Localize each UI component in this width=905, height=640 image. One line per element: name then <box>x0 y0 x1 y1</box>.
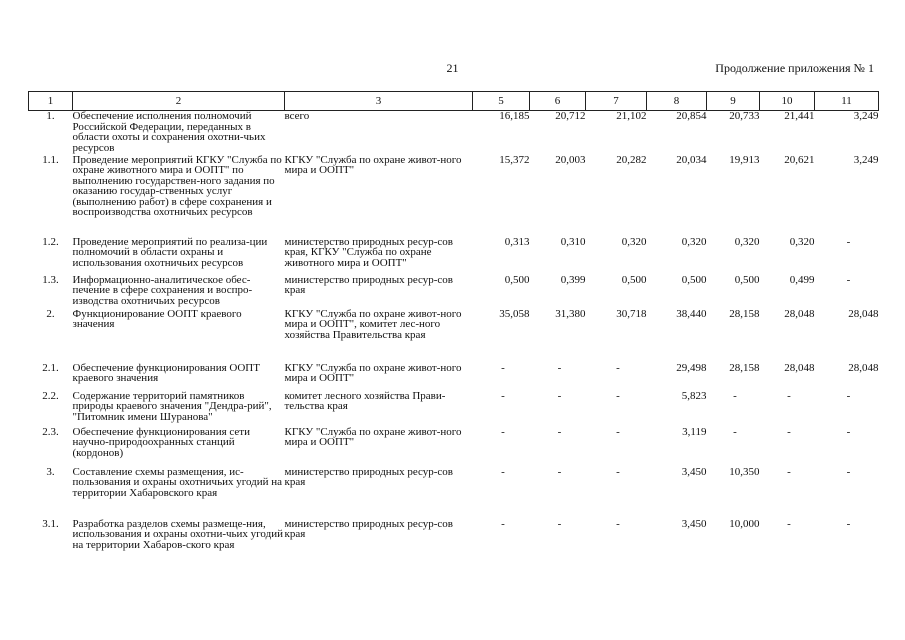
activity-name: Содержание территорий памятников природы краевого значения "Дендра-рий", "Питомник имени Шуранова" <box>72 389 272 423</box>
value-cell: 0,320 <box>681 235 707 248</box>
value-cell: 28,158 <box>729 307 760 320</box>
executor: комитет лесного хозяйства Прави-тельства края <box>284 389 446 412</box>
value-cell: - <box>787 425 791 438</box>
value-cell: - <box>787 389 791 402</box>
continuation-label: Продолжение приложения № 1 <box>715 61 874 75</box>
value-cell: 15,372 <box>499 153 530 166</box>
value-cell: 28,048 <box>848 361 879 374</box>
table-row <box>29 427 879 467</box>
value-cell: 0,399 <box>560 273 586 286</box>
value-cell: - <box>616 361 620 374</box>
value-cell: 19,913 <box>729 153 760 166</box>
value-cell: - <box>501 517 505 530</box>
value-cell: 10,000 <box>729 517 760 530</box>
value-cell: 20,282 <box>616 153 647 166</box>
col-header: 5 <box>473 92 530 111</box>
row-number: 2.1. <box>42 361 59 374</box>
budget-table <box>28 91 879 565</box>
value-cell: - <box>501 361 505 374</box>
value-cell: - <box>501 425 505 438</box>
value-cell: 3,119 <box>682 425 707 438</box>
activity-name: Обеспечение функционирования сети научно-природоохранных станций (кордонов) <box>72 425 250 459</box>
executor: КГКУ "Служба по охране живот-ного мира и ООПТ" <box>284 361 462 384</box>
table-row <box>29 275 879 309</box>
row-number: 2.3. <box>42 425 59 438</box>
col-header: 9 <box>707 92 760 111</box>
header-row <box>29 92 879 111</box>
value-cell: 20,003 <box>555 153 586 166</box>
value-cell: 0,500 <box>504 273 530 286</box>
row-number: 1.3. <box>42 273 59 286</box>
value-cell: - <box>846 425 851 438</box>
table-row <box>29 363 879 391</box>
executor: министерство природных ресур-сов края, КГКУ "Служба по охране животного мира и ООПТ" <box>284 235 453 269</box>
value-cell: 0,320 <box>734 235 760 248</box>
col-header: 6 <box>530 92 586 111</box>
value-cell: 28,048 <box>784 361 815 374</box>
value-cell: - <box>733 425 737 438</box>
activity-name: Проведение мероприятий по реализа-ции полномочий в области охраны и использования охотничьих ресурсов <box>72 235 268 269</box>
value-cell: 0,500 <box>734 273 760 286</box>
value-cell: 0,313 <box>504 235 530 248</box>
value-cell: 0,499 <box>789 273 815 286</box>
value-cell: - <box>616 425 620 438</box>
executor: КГКУ "Служба по охране живот-ного мира и ООПТ" <box>284 425 462 448</box>
col-header: 10 <box>760 92 815 111</box>
activity-name: Составление схемы размещения, ис-пользования и охраны охотничьих угодий на территории Хабаровского края <box>72 465 283 499</box>
col-header: 3 <box>285 92 473 111</box>
col-header: 2 <box>73 92 285 111</box>
value-cell: 20,621 <box>784 153 815 166</box>
value-cell: 35,058 <box>499 307 530 320</box>
row-number: 1.2. <box>42 235 59 248</box>
value-cell: 28,048 <box>848 307 879 320</box>
executor: министерство природных ресур-сов края <box>284 465 453 488</box>
value-cell: - <box>846 235 851 248</box>
activity-name: Обеспечение исполнения полномочий Российской Федерации, переданных в области охоты и сохранения охотни-чьих ресурсов <box>72 110 266 154</box>
value-cell: 0,500 <box>681 273 707 286</box>
row-number: 2. <box>46 307 55 320</box>
col-header: 1 <box>29 92 73 111</box>
table-row <box>29 111 879 155</box>
executor: министерство природных ресур-сов края <box>284 517 453 540</box>
value-cell: - <box>557 389 562 402</box>
table-row <box>29 391 879 427</box>
value-cell: - <box>557 361 562 374</box>
value-cell: - <box>616 389 620 402</box>
value-cell: - <box>501 389 505 402</box>
executor: всего <box>284 110 310 122</box>
value-cell: 5,823 <box>681 389 707 402</box>
value-cell: 38,440 <box>676 307 707 320</box>
activity-name: Информационно-аналитическое обес-печение в сфере сохранения и воспро-изводства охотничьих ресурсов <box>72 273 253 307</box>
col-header: 11 <box>815 92 879 111</box>
value-cell: 31,380 <box>555 307 586 320</box>
value-cell: 20,712 <box>555 110 586 122</box>
value-cell: 20,854 <box>676 110 707 122</box>
executor: министерство природных ресур-сов края <box>284 273 453 296</box>
value-cell: - <box>846 465 851 478</box>
row-number: 1. <box>46 110 55 122</box>
value-cell: 30,718 <box>616 307 647 320</box>
value-cell: 0,320 <box>621 235 647 248</box>
value-cell: - <box>846 273 851 286</box>
table-row <box>29 467 879 519</box>
row-number: 3. <box>46 465 55 478</box>
page-number: 21 <box>446 61 459 75</box>
table-body <box>29 111 879 565</box>
value-cell: 28,048 <box>784 307 815 320</box>
value-cell: - <box>787 517 791 530</box>
value-cell: 3,450 <box>681 465 707 478</box>
col-header: 8 <box>647 92 707 111</box>
value-cell: 29,498 <box>676 361 707 374</box>
executor: КГКУ "Служба по охране живот-ного мира и ООПТ" <box>284 153 462 176</box>
activity-name: Проведение мероприятий КГКУ "Служба по охране животного мира и ООПТ" по выполнению государствен-ного задания по оказанию государ-ственных услуг (выполнению работ) в сфере сохранения и воспроизводства охотничьих ресурсов <box>72 153 282 218</box>
value-cell: 0,500 <box>621 273 647 286</box>
value-cell: 28,158 <box>729 361 760 374</box>
value-cell: - <box>616 517 620 530</box>
value-cell: - <box>557 465 562 478</box>
activity-name: Разработка разделов схемы размеще-ния, использования и охраны охотни-чьих угодий на территории Хабаров-ского края <box>72 517 283 551</box>
value-cell: - <box>557 425 562 438</box>
value-cell: 3,249 <box>853 153 879 166</box>
value-cell: 20,733 <box>729 110 760 122</box>
value-cell: - <box>501 465 505 478</box>
value-cell: - <box>733 389 737 402</box>
value-cell: - <box>846 517 851 530</box>
table-row <box>29 309 879 363</box>
activity-name: Функционирование ООПТ краевого значения <box>72 307 242 330</box>
value-cell: 21,441 <box>784 110 815 122</box>
row-number: 2.2. <box>42 389 59 402</box>
value-cell: - <box>787 465 791 478</box>
table-row <box>29 155 879 237</box>
value-cell: 10,350 <box>729 465 760 478</box>
value-cell: 3,450 <box>681 517 707 530</box>
table-row <box>29 237 879 275</box>
value-cell: 21,102 <box>616 110 647 122</box>
value-cell: 16,185 <box>499 110 530 122</box>
value-cell: 20,034 <box>676 153 707 166</box>
value-cell: - <box>846 389 851 402</box>
value-cell: - <box>616 465 620 478</box>
value-cell: - <box>557 517 562 530</box>
col-header: 7 <box>586 92 647 111</box>
activity-name: Обеспечение функционирования ООПТ краевого значения <box>72 361 260 384</box>
row-number: 3.1. <box>42 517 59 530</box>
executor: КГКУ "Служба по охране живот-ного мира и ООПТ", комитет лес-ного хозяйства Правительства края <box>284 307 462 341</box>
value-cell: 0,310 <box>560 235 586 248</box>
row-number: 1.1. <box>42 153 59 166</box>
table-row <box>29 519 879 565</box>
value-cell: 0,320 <box>789 235 815 248</box>
value-cell: 3,249 <box>853 110 879 122</box>
